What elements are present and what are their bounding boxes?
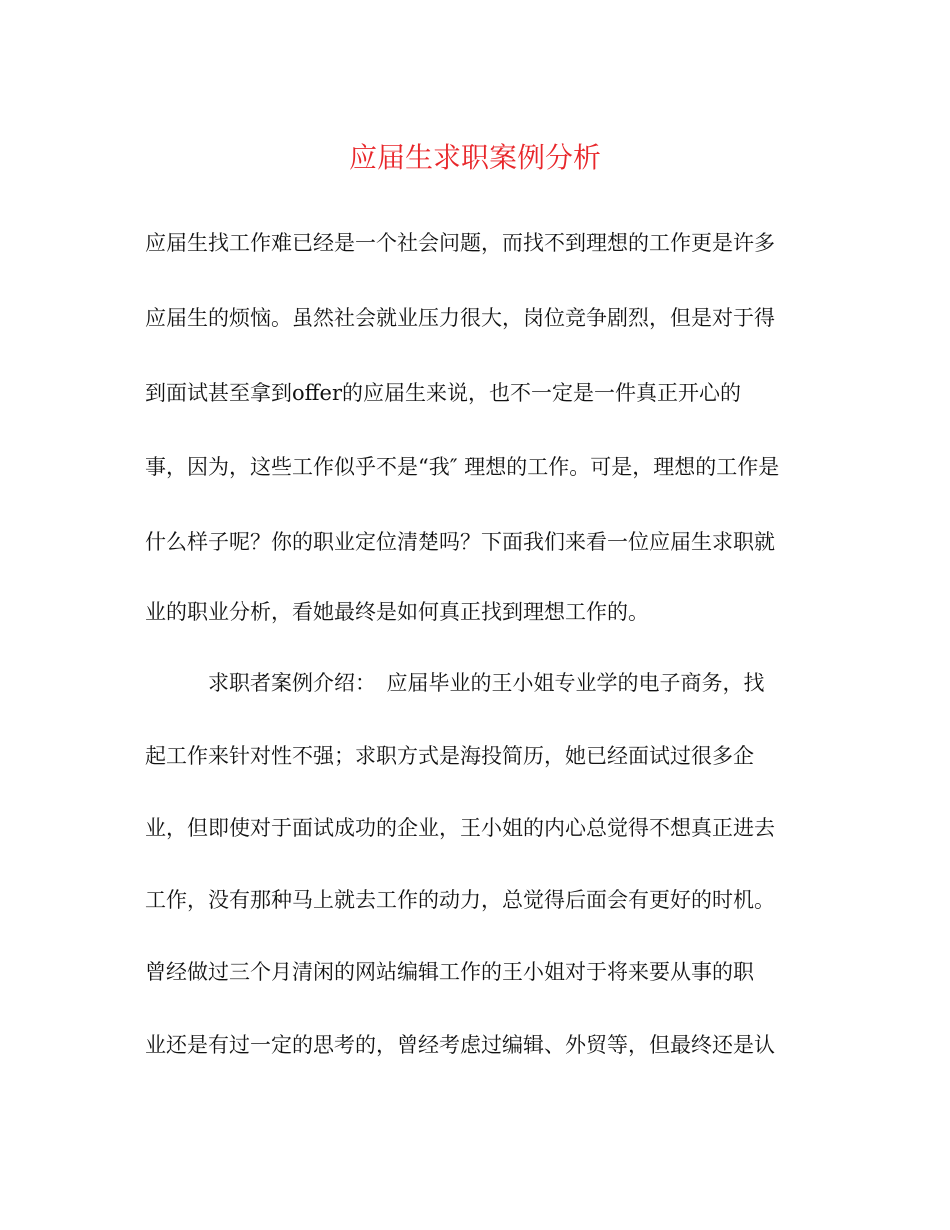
paragraph-line: 业的职业分析，看她最终是如何真正找到理想工作的。 — [145, 600, 649, 624]
paragraph-line: 工作，没有那种马上就去工作的动力，总觉得后面会有更好的时机。 — [145, 888, 775, 912]
paragraph-line: 业还是有过一定的思考的，曾经考虑过编辑、外贸等，但最终还是认 — [145, 1033, 775, 1057]
paragraph-line: 曾经做过三个月清闲的网站编辑工作的王小姐对于将来要从事的职 — [145, 960, 754, 984]
paragraph-line: 到面试甚至拿到offer的应届生来说，也不一定是一件真正开心的 — [145, 381, 742, 405]
paragraph-line: 求职者案例介绍： 应届毕业的王小姐专业学的电子商务，找 — [145, 671, 765, 695]
paragraph-line: 应届生的烦恼。虽然社会就业压力很大，岗位竞争剧烈，但是对于得 — [145, 306, 775, 330]
paragraph-line: 起工作来针对性不强；求职方式是海投简历，她已经面试过很多企 — [145, 744, 754, 768]
paragraph-line: 业，但即使对于面试成功的企业，王小姐的内心总觉得不想真正进去 — [145, 816, 775, 840]
paragraph-line: 事，因为，这些工作似乎不是“我″ 理想的工作。可是，理想的工作是 — [145, 455, 780, 479]
paragraph-line: 应届生找工作难已经是一个社会问题，而找不到理想的工作更是许多 — [145, 231, 775, 255]
document-title: 应届生求职案例分析 — [348, 141, 601, 174]
paragraph-line: 什么样子呢？你的职业定位清楚吗？下面我们来看一位应届生求职就 — [145, 530, 775, 554]
